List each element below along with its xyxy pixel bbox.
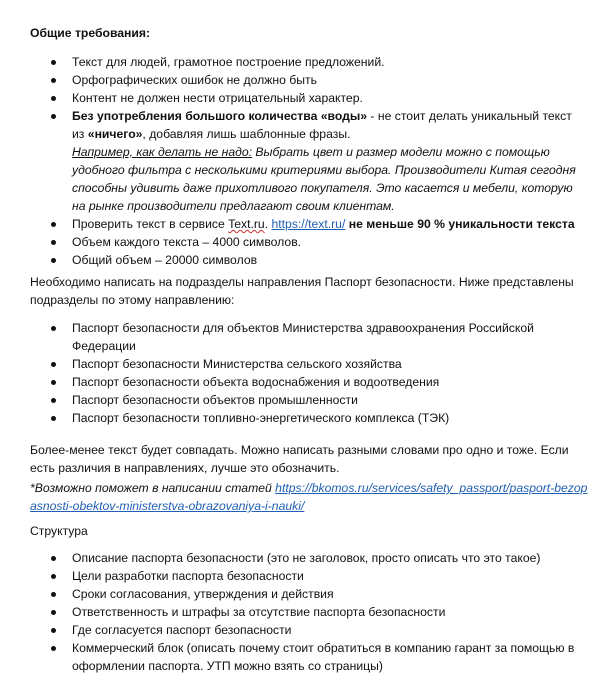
- bullet-icon: [51, 398, 56, 403]
- bullet-icon: [51, 592, 56, 597]
- note-paragraph: Более-менее текст будет совпадать. Можно написать разными словами про одно и тоже. Если есть различия в направлениях, лучше это обозначить.: [30, 443, 569, 475]
- bullet-icon: [51, 628, 56, 633]
- bullet-icon: [51, 258, 56, 263]
- section-heading: Общие требования:: [30, 26, 151, 40]
- list-item: Паспорт безопасности для объектов Министерства здравоохранения Российской Федерации: [0, 319, 582, 355]
- list-item: Коммерческий блок (описать почему стоит обратиться в компанию гарант за помощью в оформлении паспорта. УТП можно взять со страницы): [0, 639, 582, 675]
- bullet-icon: [51, 574, 56, 579]
- list-item: Текст для людей, грамотное построение предложений.: [0, 53, 582, 71]
- bullet-icon: [51, 646, 56, 651]
- bullet-icon: [51, 610, 56, 615]
- bullet-icon: [51, 96, 56, 101]
- bullet-icon: [51, 240, 56, 245]
- structure-label: Структура: [30, 524, 88, 538]
- requirements-list: [0, 53, 600, 269]
- list-item: Где согласуется паспорт безопасности: [0, 621, 582, 639]
- list-item: Контент не должен нести отрицательный характер.: [0, 89, 582, 107]
- list-item: Ответственность и штрафы за отсутствие паспорта безопасности: [0, 603, 582, 621]
- bullet-icon: [51, 222, 56, 227]
- list-item: Объем каждого текста – 4000 символов.: [0, 233, 582, 251]
- list-item: Паспорт безопасности объекта водоснабжения и водоотведения: [0, 373, 582, 391]
- list-item-check: Проверить текст в сервисе Text.ru. https://text.ru/ не меньше 90 % уникальности текста: [0, 215, 582, 233]
- bullet-icon: [51, 326, 56, 331]
- bullet-icon: [51, 60, 56, 65]
- list-item: Описание паспорта безопасности (это не заголовок, просто описать что это такое): [0, 549, 582, 567]
- subsections-list: [0, 319, 600, 427]
- list-item: Орфографических ошибок не должно быть: [0, 71, 582, 89]
- list-item: Паспорт безопасности объектов промышленности: [0, 391, 582, 409]
- text-ru-link[interactable]: https://text.ru/: [271, 217, 346, 231]
- hint-paragraph: *Возможно поможет в написании статей https://bkomos.ru/services/safety_passport/pasport-bezopasnosti-obektov-ministerstva-obrazovaniya-i-nauki/: [30, 481, 588, 513]
- list-item: Общий объем – 20000 символов: [0, 251, 582, 269]
- bullet-icon: [51, 380, 56, 385]
- structure-list: [0, 549, 600, 675]
- list-item-water: Без употребления большого количества «воды» - не стоит делать уникальный текст из «ничего», добавляя лишь шаблонные фразы. Например, как делать не надо: Выбрать цвет и размер модели можно с помощью удобного фильтра с несколькими критериями выбора. Производители Китая сегодня способны удивить даже прихотливого покупателя. Это касается и мебели, которую на рынке производители предлагают своим клиентам.: [0, 107, 582, 215]
- list-item: Сроки согласования, утверждения и действия: [0, 585, 582, 603]
- example-text: Выбрать цвет и размер модели можно с помощью удобного фильтра с несколькими критериями выбора. Производители Китая сегодня способны удивить даже прихотливого покупателя. Это касается и мебели, которую на рынке производители предлагают своим клиентам.: [72, 145, 576, 213]
- bullet-icon: [51, 114, 56, 119]
- bkomos-link[interactable]: https://bkomos.ru/services/safety_passport/pasport-bezopasnosti-obektov-ministerstva-obrazovaniya-i-nauki/: [30, 481, 588, 513]
- example-label: Например, как делать не надо:: [72, 145, 253, 159]
- bullet-icon: [51, 556, 56, 561]
- list-item: Паспорт безопасности топливно-энергетического комплекса (ТЭК): [0, 409, 582, 427]
- bullet-icon: [51, 416, 56, 421]
- intro-paragraph: Необходимо написать на подразделы направления Паспорт безопасности. Ниже представлены подразделы по этому направлению:: [30, 275, 574, 307]
- bullet-icon: [51, 78, 56, 83]
- list-item: Паспорт безопасности Министерства сельского хозяйства: [0, 355, 582, 373]
- list-item: Цели разработки паспорта безопасности: [0, 567, 582, 585]
- service-name: Text.ru: [228, 217, 265, 231]
- bullet-icon: [51, 362, 56, 367]
